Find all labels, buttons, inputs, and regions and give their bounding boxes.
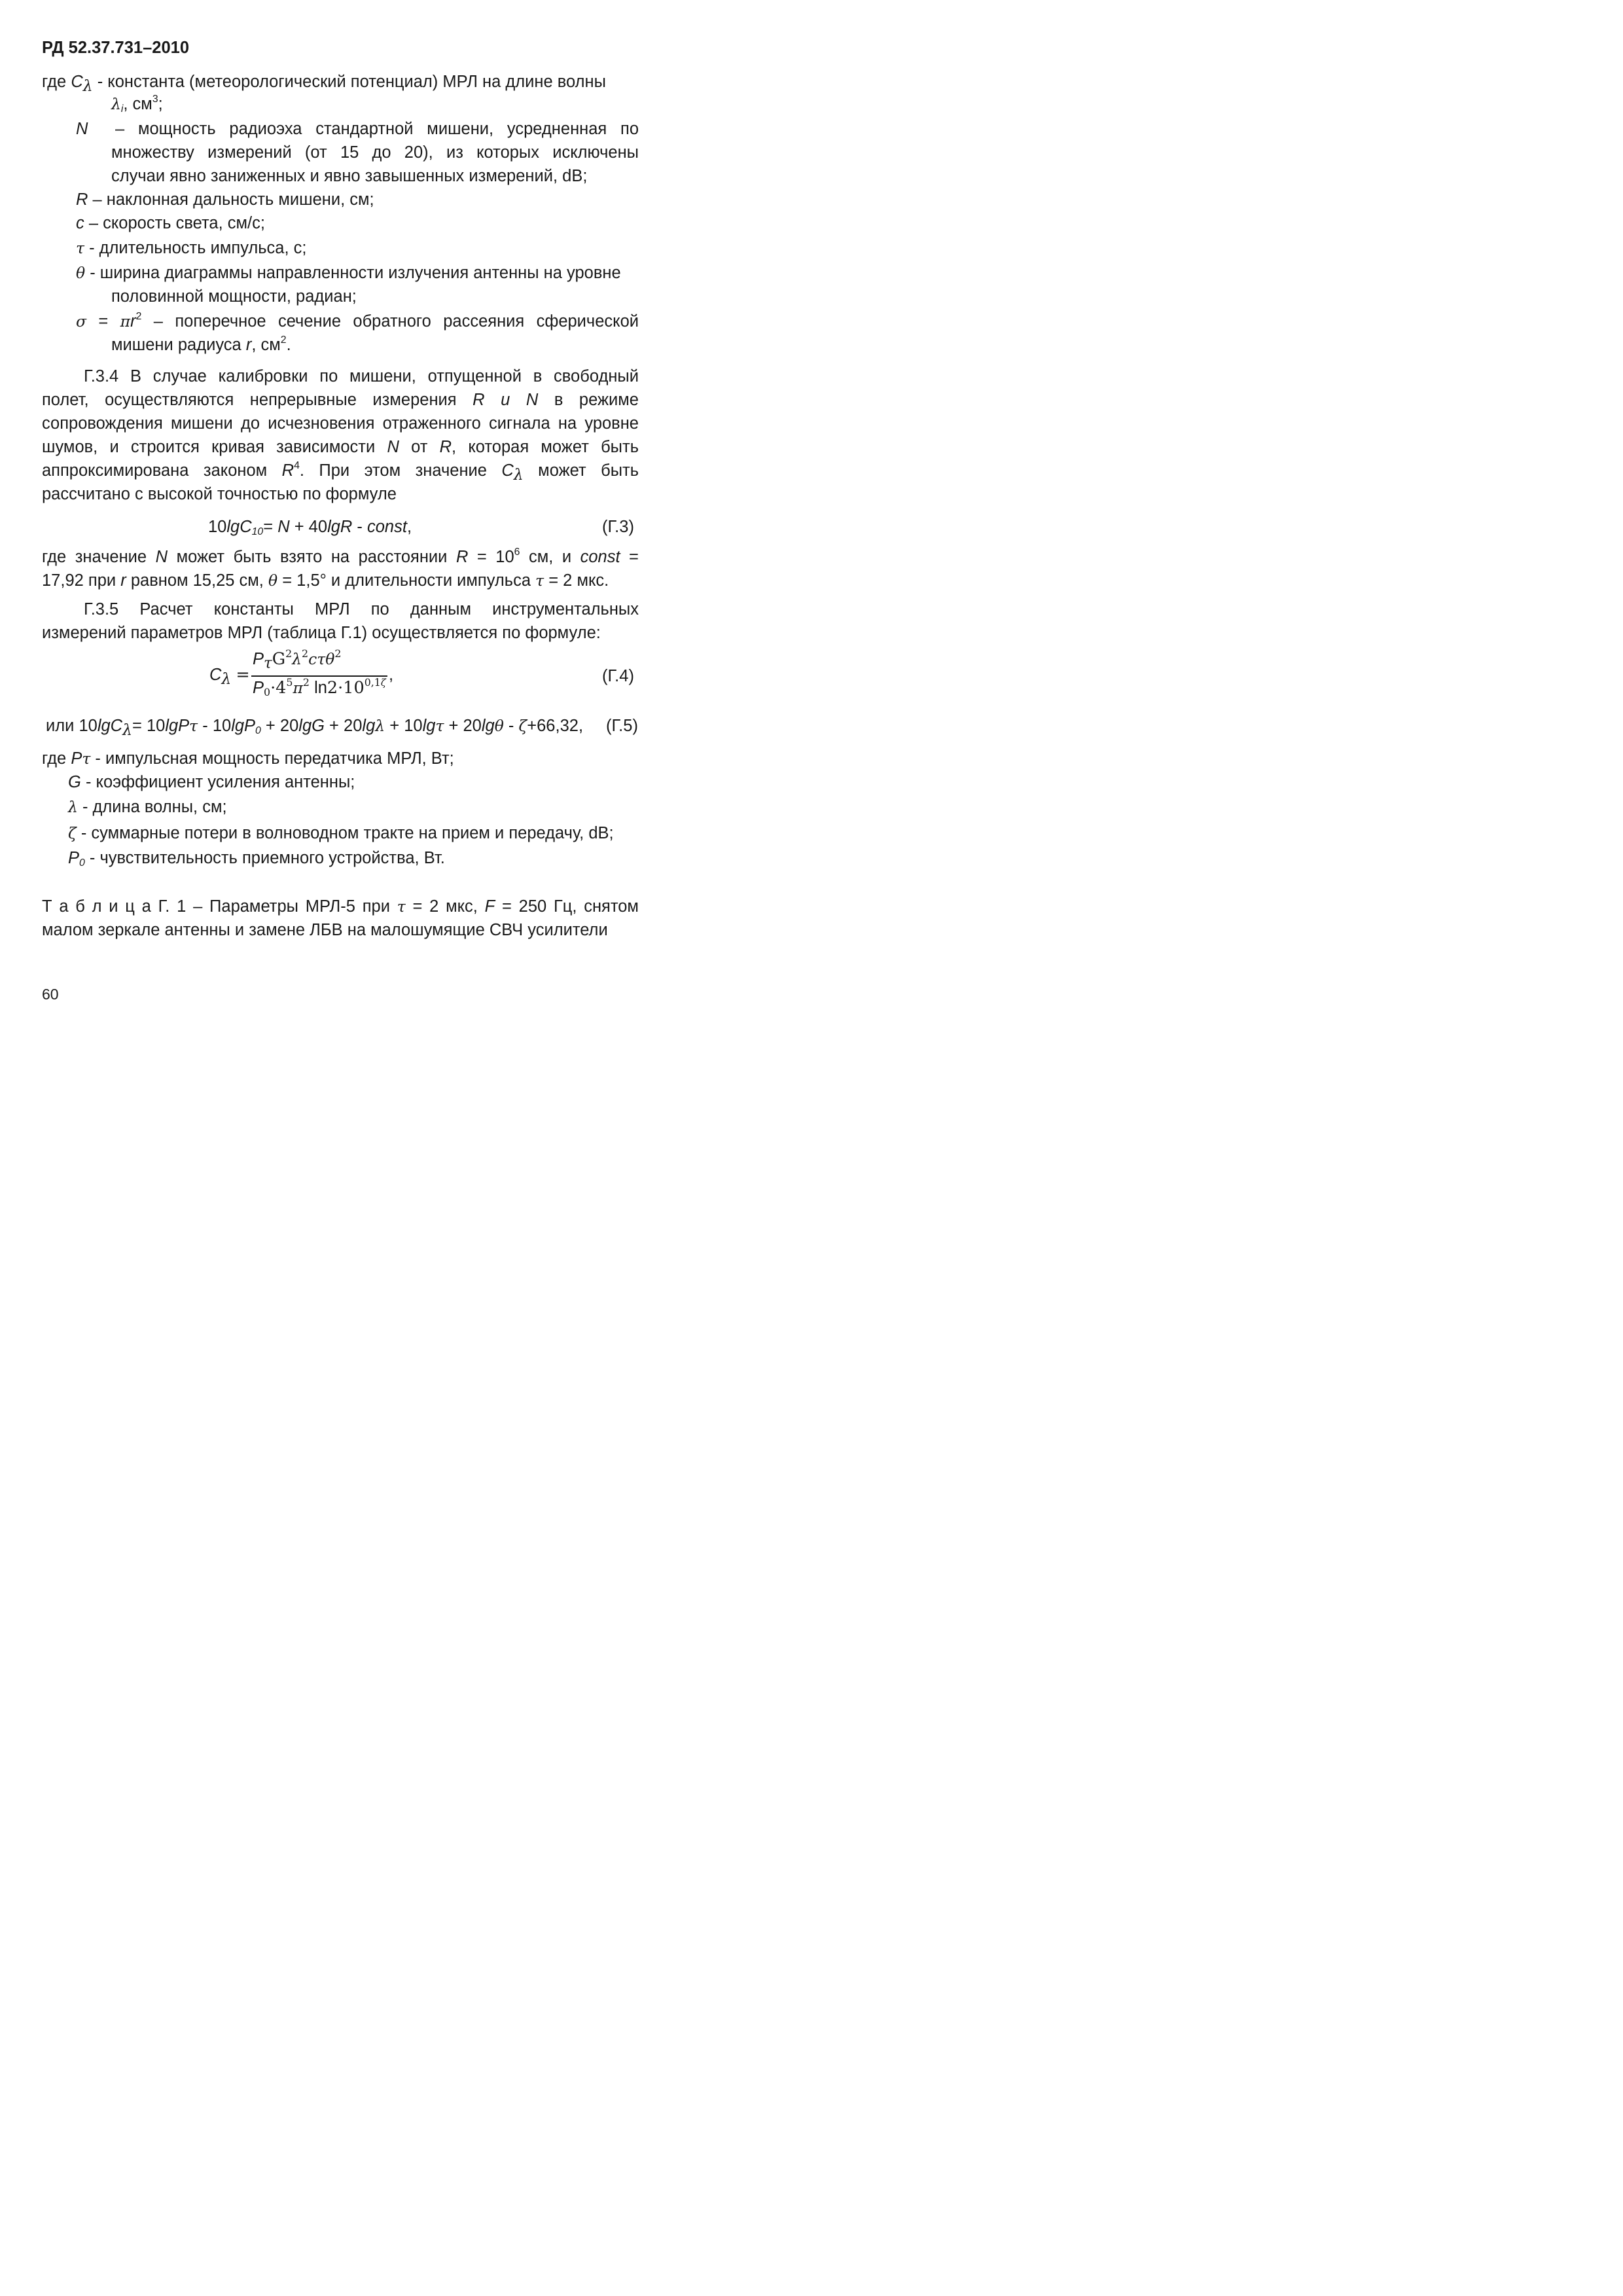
page-number: 60 [42,986,59,1003]
formula-g5-number: (Г.5) [606,717,638,735]
definition-n-line2: множеству измерений (от 15 до 20), из которых исключены [111,143,639,162]
table-caption-line2: малом зеркале антенны и замене ЛБВ на малошумящие СВЧ усилители [42,921,608,939]
formula-g5: или 10lgC$_\lambda$= 10lgPτ - 10lgP$_0$ + 20lgG + 20lgλ + 10lgτ + 20lgθ - ζ+66,32, [46,717,584,739]
definition-theta-line1: θ - ширина диаграммы направленности излучения антенны на уровне [76,264,621,282]
definition-tau: τ - длительность импульса, с; [76,239,307,257]
definition-c: c – скорость света, см/с; [76,214,265,232]
definition-p0: $P_0$ - чувствительность приемного устройства, Вт. [68,849,445,869]
definition-lambda: λ - длина волны, см; [68,798,227,816]
formula-g4-number: (Г.4) [602,667,634,685]
definition-n-line3: случаи явно заниженных и явно завышенных измерений, dB; [111,167,588,185]
para-g34-line2: полет, осуществляются непрерывные измерения R u N в режиме [42,391,639,409]
table-caption-line1: Т а б л и ц а Г. 1 – Параметры МРЛ-5 при τ = 2 мкс, F = 250 Гц, снятом [42,897,639,916]
definition-n-line1: N – мощность радиоэха стандартной мишени, усредненная по [76,120,639,138]
para-g34-line4: шумов, и строится кривая зависимости N от R, которая может быть [42,438,639,456]
formula-g4: $C_\lambda$ = $P_\tau G^2\lambda^2c\tau\theta^2$ $P_0\cdot 4^5\pi^2$ $\ln 2\cdot 10^{0,1\zeta}$ , [209,647,394,698]
para-g35-line1: Г.3.5 Расчет константы МРЛ по данным инструментальных [84,600,639,619]
para-g35-line2: измерений параметров МРЛ (таблица Г.1) осуществляется по формуле: [42,624,601,642]
para-g34-line6: рассчитано с высокой точностью по формуле [42,485,397,503]
para-g34-line5: аппроксимирована законом $R^4$. При этом значение $C_\lambda$ может быть [42,459,639,484]
para-g34-line1: Г.3.4 В случае калибровки по мишени, отпущенной в свободный [84,367,639,386]
definition-sigma-line2: мишени радиуса r, $см^2$. [111,334,291,354]
definition-sigma-line1: $\sigma = \pi r^2$ – поперечное сечение обратного рассеяния сферической [76,310,639,331]
formula-g3-number: (Г.3) [602,518,634,536]
definition-g: G - коэффициент усиления антенны; [68,773,355,791]
document-header: РД 52.37.731–2010 [42,39,190,57]
definition-theta-line2: половинной мощности, радиан; [111,287,357,306]
formula-g3: 10lgC$_{10}$= N + 40lgR - const, [208,518,412,537]
definition-p-tau: где Pτ - импульсная мощность передатчика МРЛ, Вт; [42,749,454,768]
para-g34-line3: сопровождения мишени до исчезновения отраженного сигнала на уровне [42,414,639,433]
definition-zeta: ζ - суммарные потери в волноводном тракте на прием и передачу, dB; [68,824,614,842]
definition-r: R – наклонная дальность мишени, см; [76,190,374,209]
definition-c-lambda-units: $\lambda_i$, $см^3$; [111,93,163,115]
after-g3-line1: где значение N может быть взято на расстоянии $R = 10^6$ см, и const = [42,546,639,566]
definition-c-lambda: где $C_\lambda$ - константа (метеорологический потенциал) МРЛ на длине волны [42,73,606,95]
after-g3-line2: 17,92 при r равном 15,25 см, θ = 1,5° и длительности импульса τ = 2 мкс. [42,571,609,590]
